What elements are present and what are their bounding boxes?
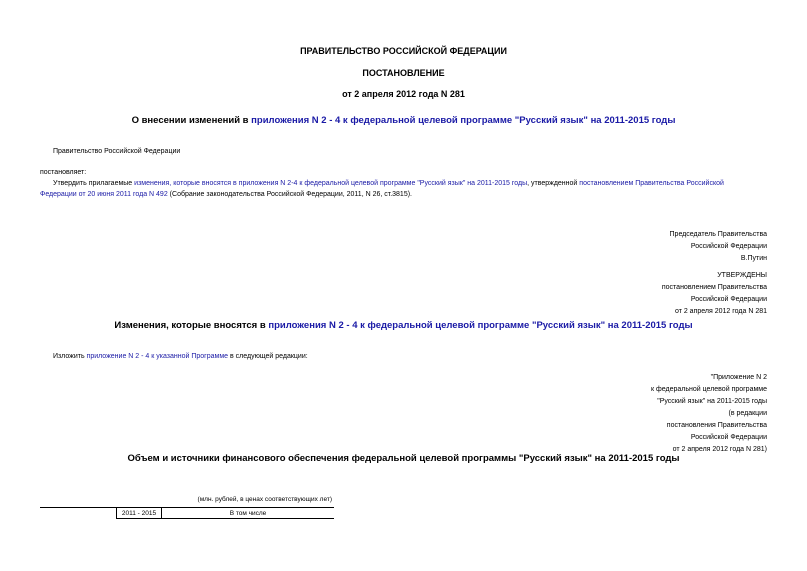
decree-link-part2[interactable]: Федерации от 20 июня 2011 года N 492: [40, 191, 168, 198]
signature-position: Председатель Правительства: [669, 231, 767, 238]
government-name: ПРАВИТЕЛЬСТВО РОССИЙСКОЙ ФЕДЕРАЦИИ: [300, 46, 507, 56]
annex-line: от 2 апреля 2012 года N 281): [672, 446, 767, 453]
government-line: Правительство Российской Федерации: [53, 148, 181, 155]
approved-date: от 2 апреля 2012 года N 281: [674, 308, 767, 315]
annex-line: "Русский язык" на 2011-2015 годы: [657, 398, 767, 405]
document-title: [0, 115, 807, 126]
approve-suffix: (Собрание законодательства Российской Федерации, 2011, N 26, ст.3815).: [167, 191, 412, 198]
table-header-including: В том числе: [162, 508, 335, 519]
state-prefix: Изложить: [53, 353, 87, 360]
changes-title: [0, 320, 807, 331]
state-paragraph: [53, 351, 308, 363]
approve-mid: , утвержденной: [527, 180, 580, 187]
approve-paragraph-line1: [53, 178, 768, 190]
signature-name: В.Путин: [740, 255, 767, 262]
changes-link[interactable]: изменения, которые вносятся в приложения N 2-4 к федеральной целевой программе "Русский язык" на 2011-2015 годы: [134, 180, 528, 187]
approve-paragraph-line2: [40, 189, 412, 201]
annex-line: "Приложение N 2: [710, 374, 767, 381]
table-units-note: (млн. рублей, в ценах соответствующих лет): [197, 496, 332, 503]
document-type: ПОСТАНОВЛЕНИЕ: [362, 68, 445, 78]
title-link[interactable]: приложения N 2 - 4 к федеральной целевой программе "Русский язык" на 2011-2015 годы: [251, 115, 676, 126]
approved-heading: УТВЕРЖДЕНЫ: [717, 272, 767, 279]
table-header-period: 2011 - 2015: [117, 508, 162, 519]
document-date-number: от 2 апреля 2012 года N 281: [342, 89, 465, 99]
signature-block: [670, 229, 767, 265]
approve-prefix: Утвердить прилагаемые: [53, 180, 135, 187]
table-cell-empty: [40, 508, 117, 519]
annex-line: Российской Федерации: [690, 434, 767, 441]
finance-table: [40, 507, 334, 519]
table-row: [40, 508, 334, 519]
annex-line: к федеральной целевой программе: [650, 386, 767, 393]
approved-block: [662, 270, 767, 318]
annex-line: постановления Правительства: [666, 422, 767, 429]
state-suffix: в следующей редакции:: [228, 353, 308, 360]
finance-title: Объем и источники финансового обеспечения федеральной целевой программы "Русский язык" на 2011-2015 годы: [127, 453, 680, 464]
changes-title-link[interactable]: приложения N 2 - 4 к федеральной целевой программе "Русский язык" на 2011-2015 годы: [268, 320, 693, 331]
annex-link[interactable]: приложение N 2 - 4 к указанной Программе: [86, 353, 229, 360]
annex-block: [651, 372, 767, 456]
changes-title-prefix: Изменения, которые вносятся в: [114, 320, 269, 331]
decree-link-part1[interactable]: постановлением Правительства Российской: [579, 180, 724, 187]
annex-line: (в редакции: [728, 410, 767, 417]
approved-by: постановлением Правительства: [661, 284, 767, 291]
resolves-text: постановляет:: [40, 169, 87, 176]
title-prefix: О внесении изменений в: [131, 115, 252, 126]
signature-country: Российской Федерации: [690, 243, 767, 250]
approved-country: Российской Федерации: [690, 296, 767, 303]
